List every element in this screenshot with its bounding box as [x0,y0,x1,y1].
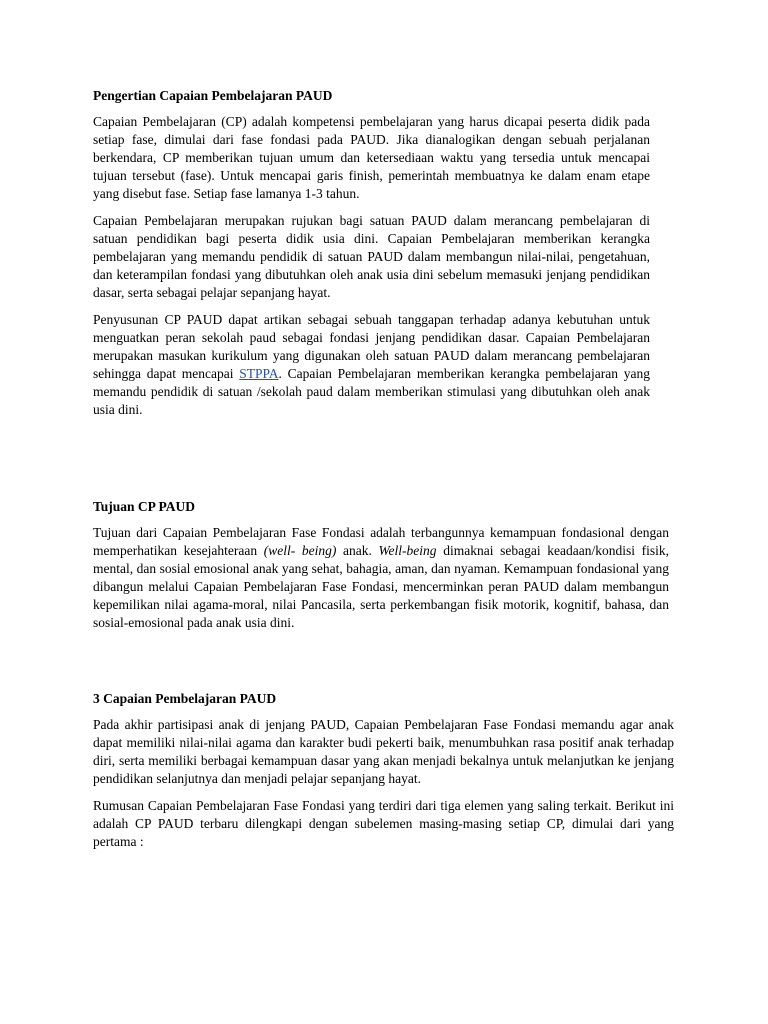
paragraph-text: Tujuan dari Capaian Pembelajaran Fase Fondasi adalah terbangunnya kemampuan fondasional dengan memperhatikan kesejahteraan [93,525,669,558]
paragraph-text: anak. [336,543,379,558]
italic-term: Well-being [378,543,437,558]
paragraph-cp-definition: Capaian Pembelajaran (CP) adalah kompetensi pembelajaran yang harus dicapai peserta didik pada setiap fase, dimulai dari fase fondasi pada PAUD. Jika dianalogikan dengan sebuah perjalanan berkendara, CP memberikan tujuan umum dan ketersediaan waktu yang tersedia untuk mencapai tujuan tersebut (fase). Untuk mencapai garis finish, pemerintah membuatnya ke dalam enam etape yang disebut fase. Setiap fase lamanya 1-3 tahun. [93,114,650,201]
section-pengertian [93,87,650,428]
paragraph-text: dimaknai sebagai keadaan/kondisi fisik, mental, dan sosial emosional anak yang sehat, bahagia, aman, dan nyaman. Kemampuan fondasional yang dibangun melalui Capaian Pembelajaran Fase Fondasi, mencerminkan peran PAUD dalam membangun kepemilikan nilai agama-moral, nilai Pancasila, serta perkembangan fisik motorik, kognitif, bahasa, dan sosial-emosional pada anak usia dini. [93,543,669,630]
section-tujuan [93,498,669,641]
paragraph-cp-reference: Capaian Pembelajaran merupakan rujukan bagi satuan PAUD dalam merancang pembelajaran di satuan pendidikan bagi peserta didik usia dini. Capaian Pembelajaran memberikan kerangka pembelajaran yang memandu pendidik di satuan PAUD dalam membangun nilai-nilai, pengetahuan, dan keterampilan fondasi yang dibutuhkan oleh anak usia dini sebelum memasuki jenjang pendidikan dasar, serta sebagai pelajar sepanjang hayat. [93,213,650,300]
stppa-link[interactable]: STPPA [239,366,279,381]
paragraph-cp-compilation [93,311,650,419]
heading-capaian: 3 Capaian Pembelajaran PAUD [93,691,277,706]
italic-term: (well- being) [263,543,337,558]
heading-tujuan: Tujuan CP PAUD [93,499,196,514]
paragraph-text: Penyusunan CP PAUD dapat artikan sebagai sebuah tanggapan terhadap adanya kebutuhan untuk menguatkan peran sekolah paud sebagai fondasi jenjang pendidikan dasar. Capaian Pembelajaran merupakan masukan kurikulum yang digunakan oleh satuan PAUD dalam merancang pembelajaran sehingga dapat mencapai [93,312,650,381]
paragraph-capaian-end: Pada akhir partisipasi anak di jenjang PAUD, Capaian Pembelajaran Fase Fondasi memandu agar anak dapat memiliki nilai-nilai agama dan karakter budi pekerti baik, menumbuhkan rasa positif anak terhadap diri, serta memiliki berbagai kemampuan dasar yang akan menjadi bekalnya untuk melanjutkan ke jenjang pendidikan selanjutnya dan menjadi pelajar sepanjang hayat. [93,717,674,786]
paragraph-capaian-formulation: Rumusan Capaian Pembelajaran Fase Fondasi yang terdiri dari tiga elemen yang saling terkait. Berikut ini adalah CP PAUD terbaru dilengkapi dengan subelemen masing-masing setiap CP, dimulai dari yang pertama : [93,798,674,849]
paragraph-text: . Capaian Pembelajaran memberikan kerangka pembelajaran yang memandu pendidik di satuan /sekolah paud dalam memberikan stimulasi yang dibutuhkan oleh anak usia dini. [93,366,650,417]
heading-pengertian: Pengertian Capaian Pembelajaran PAUD [93,88,333,103]
paragraph-tujuan [93,524,669,632]
section-capaian [93,690,674,860]
